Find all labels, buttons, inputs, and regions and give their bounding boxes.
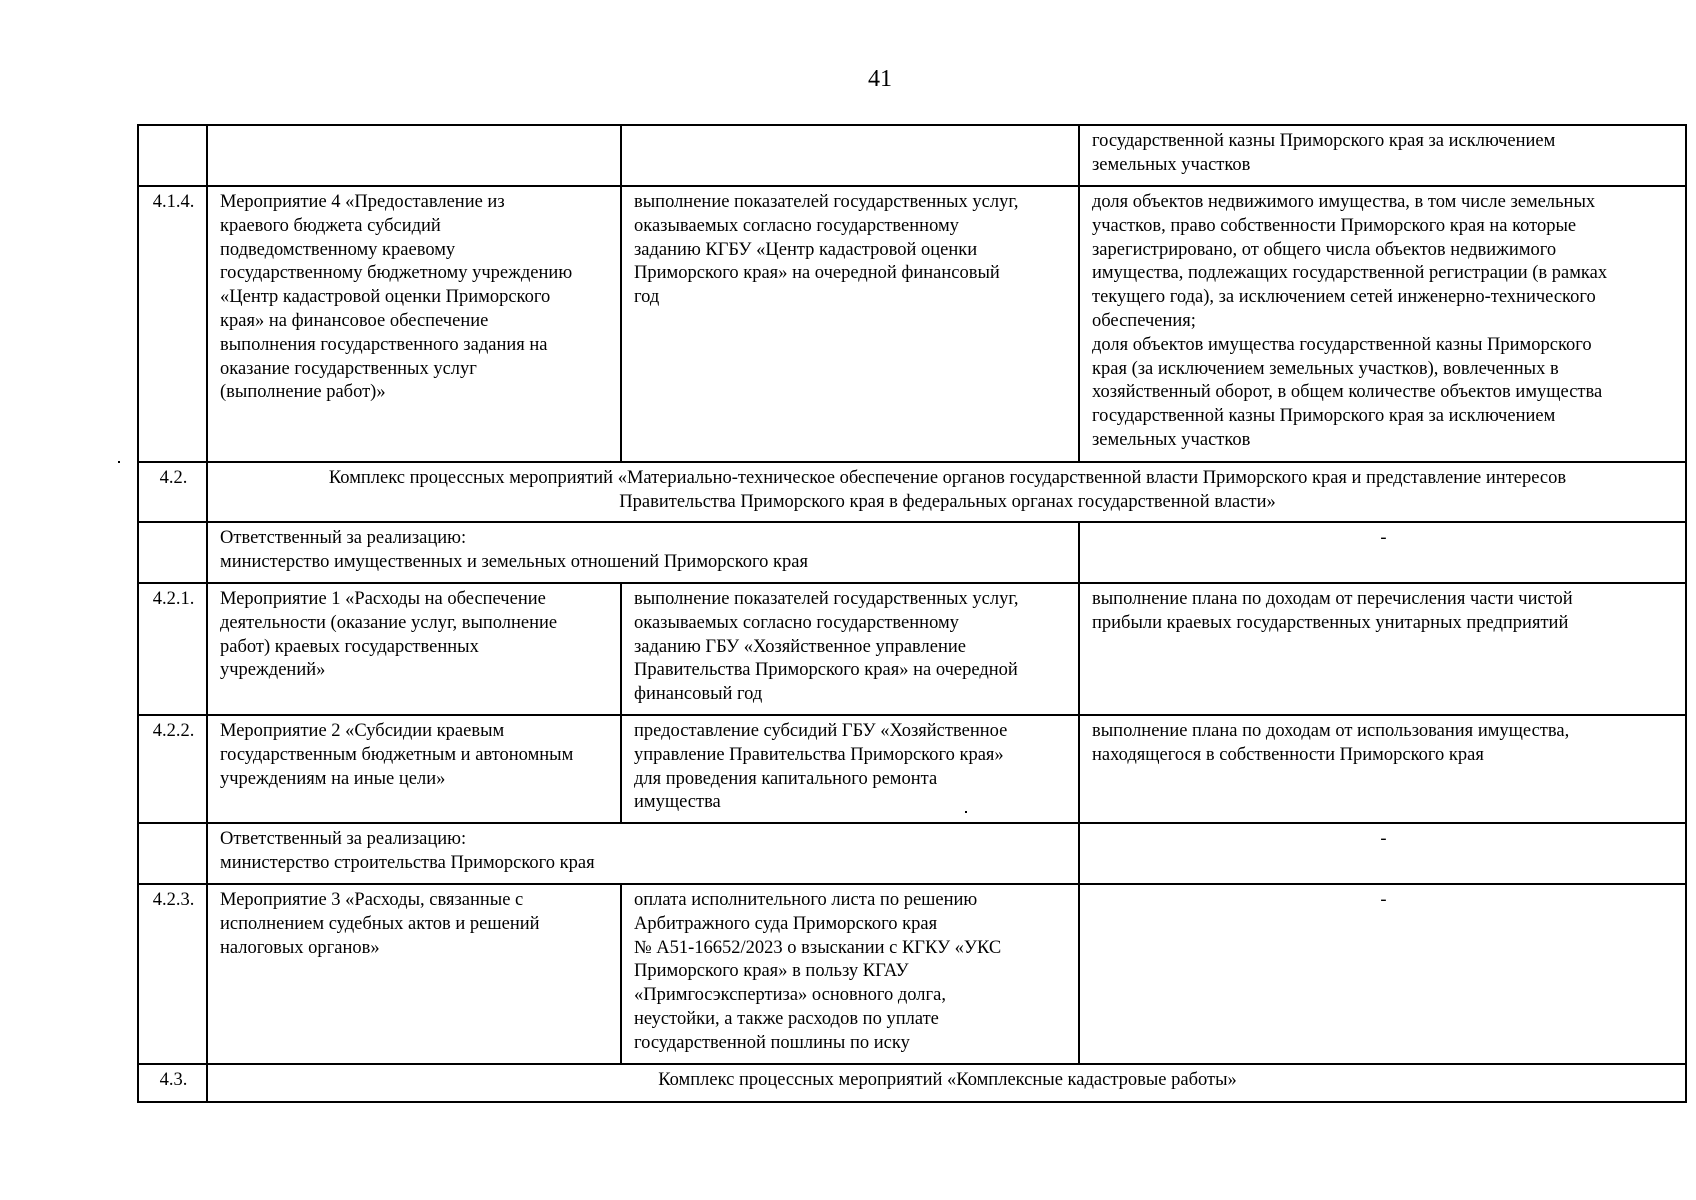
result-cell: выполнение показателей государственных услуг, оказываемых согласно государственному заданию КГБУ «Центр кадастровой оценки Приморского края» на очередной финансовый год (621, 186, 1079, 462)
measure-cell: Мероприятие 3 «Расходы, связанные с исполнением судебных актов и решений налоговых органов» (207, 884, 621, 1064)
table-row (138, 125, 1686, 186)
table-row (138, 583, 1686, 715)
indicator-cell: - (1079, 884, 1686, 1064)
row-number-cell (138, 125, 207, 186)
indicator-cell: выполнение плана по доходам от перечисления части чистой прибыли краевых государственных унитарных предприятий (1079, 583, 1686, 715)
indicator-cell: выполнение плана по доходам от использования имущества, находящегося в собственности Приморского края (1079, 715, 1686, 823)
indicator-cell: доля объектов недвижимого имущества, в том числе земельных участков, право собственности Приморского края на которые зарегистрировано, от общего числа объектов недвижимого имущества, подлежащих государственной регистрации (в рамках текущего года), за исключением сетей инженерно-технического обеспечения; доля объектов имущества государственной казны Приморского края (за исключением земельных участков), вовлеченных в хозяйственный оборот, в общем количестве объектов имущества государственной казны Приморского края за исключением земельных участков (1079, 186, 1686, 462)
table-row (138, 715, 1686, 823)
table-row (138, 823, 1686, 884)
result-cell (621, 125, 1079, 186)
complex-heading-cell: Комплекс процессных мероприятий «Материально-техническое обеспечение органов государственной власти Приморского края и представление интересов Правительства Приморского края в федеральных органах государственной власти» (207, 462, 1686, 522)
table-row (138, 1064, 1686, 1102)
measure-cell: Мероприятие 1 «Расходы на обеспечение деятельности (оказание услуг, выполнение работ) краевых государственных учреждений» (207, 583, 621, 715)
row-number-cell: 4.3. (138, 1064, 207, 1102)
result-cell: предоставление субсидий ГБУ «Хозяйственное управление Правительства Приморского края» для проведения капитального ремонта имущества (621, 715, 1079, 823)
row-number-cell (138, 823, 207, 884)
table-row (138, 522, 1686, 583)
indicator-cell: - (1079, 823, 1686, 884)
row-number-cell (138, 522, 207, 583)
scan-speck-left (118, 461, 120, 463)
indicator-cell: государственной казны Приморского края за исключением земельных участков (1079, 125, 1686, 186)
table-row (138, 462, 1686, 522)
responsible-cell: Ответственный за реализацию: министерство имущественных и земельных отношений Приморского края (207, 522, 1079, 583)
measure-cell: Мероприятие 2 «Субсидии краевым государственным бюджетным и автономным учреждениям на иные цели» (207, 715, 621, 823)
row-number-cell: 4.2. (138, 462, 207, 522)
measure-cell (207, 125, 621, 186)
indicator-cell: - (1079, 522, 1686, 583)
table-row (138, 186, 1686, 462)
page-number: 41 (868, 66, 892, 92)
responsible-cell: Ответственный за реализацию: министерство строительства Приморского края (207, 823, 1079, 884)
result-cell: оплата исполнительного листа по решению Арбитражного суда Приморского края № А51-16652/2023 о взыскании с КГКУ «УКС Приморского края» в пользу КГАУ «Примгосэкспертиза» основного долга, неустойки, а также расходов по уплате государственной пошлины по иску (621, 884, 1079, 1064)
table-row (138, 884, 1686, 1064)
row-number-cell: 4.2.1. (138, 583, 207, 715)
row-number-cell: 4.2.3. (138, 884, 207, 1064)
measures-table (137, 124, 1687, 1103)
measure-cell: Мероприятие 4 «Предоставление из краевого бюджета субсидий подведомственному краевому государственному бюджетному учреждению «Центр кадастровой оценки Приморского края» на финансовое обеспечение выполнения государственного задания на оказание государственных услуг (выполнение работ)» (207, 186, 621, 462)
row-number-cell: 4.1.4. (138, 186, 207, 462)
result-cell: выполнение показателей государственных услуг, оказываемых согласно государственному заданию ГБУ «Хозяйственное управление Правительства Приморского края» на очередной финансовый год (621, 583, 1079, 715)
row-number-cell: 4.2.2. (138, 715, 207, 823)
complex-heading-cell: Комплекс процессных мероприятий «Комплексные кадастровые работы» (207, 1064, 1686, 1102)
